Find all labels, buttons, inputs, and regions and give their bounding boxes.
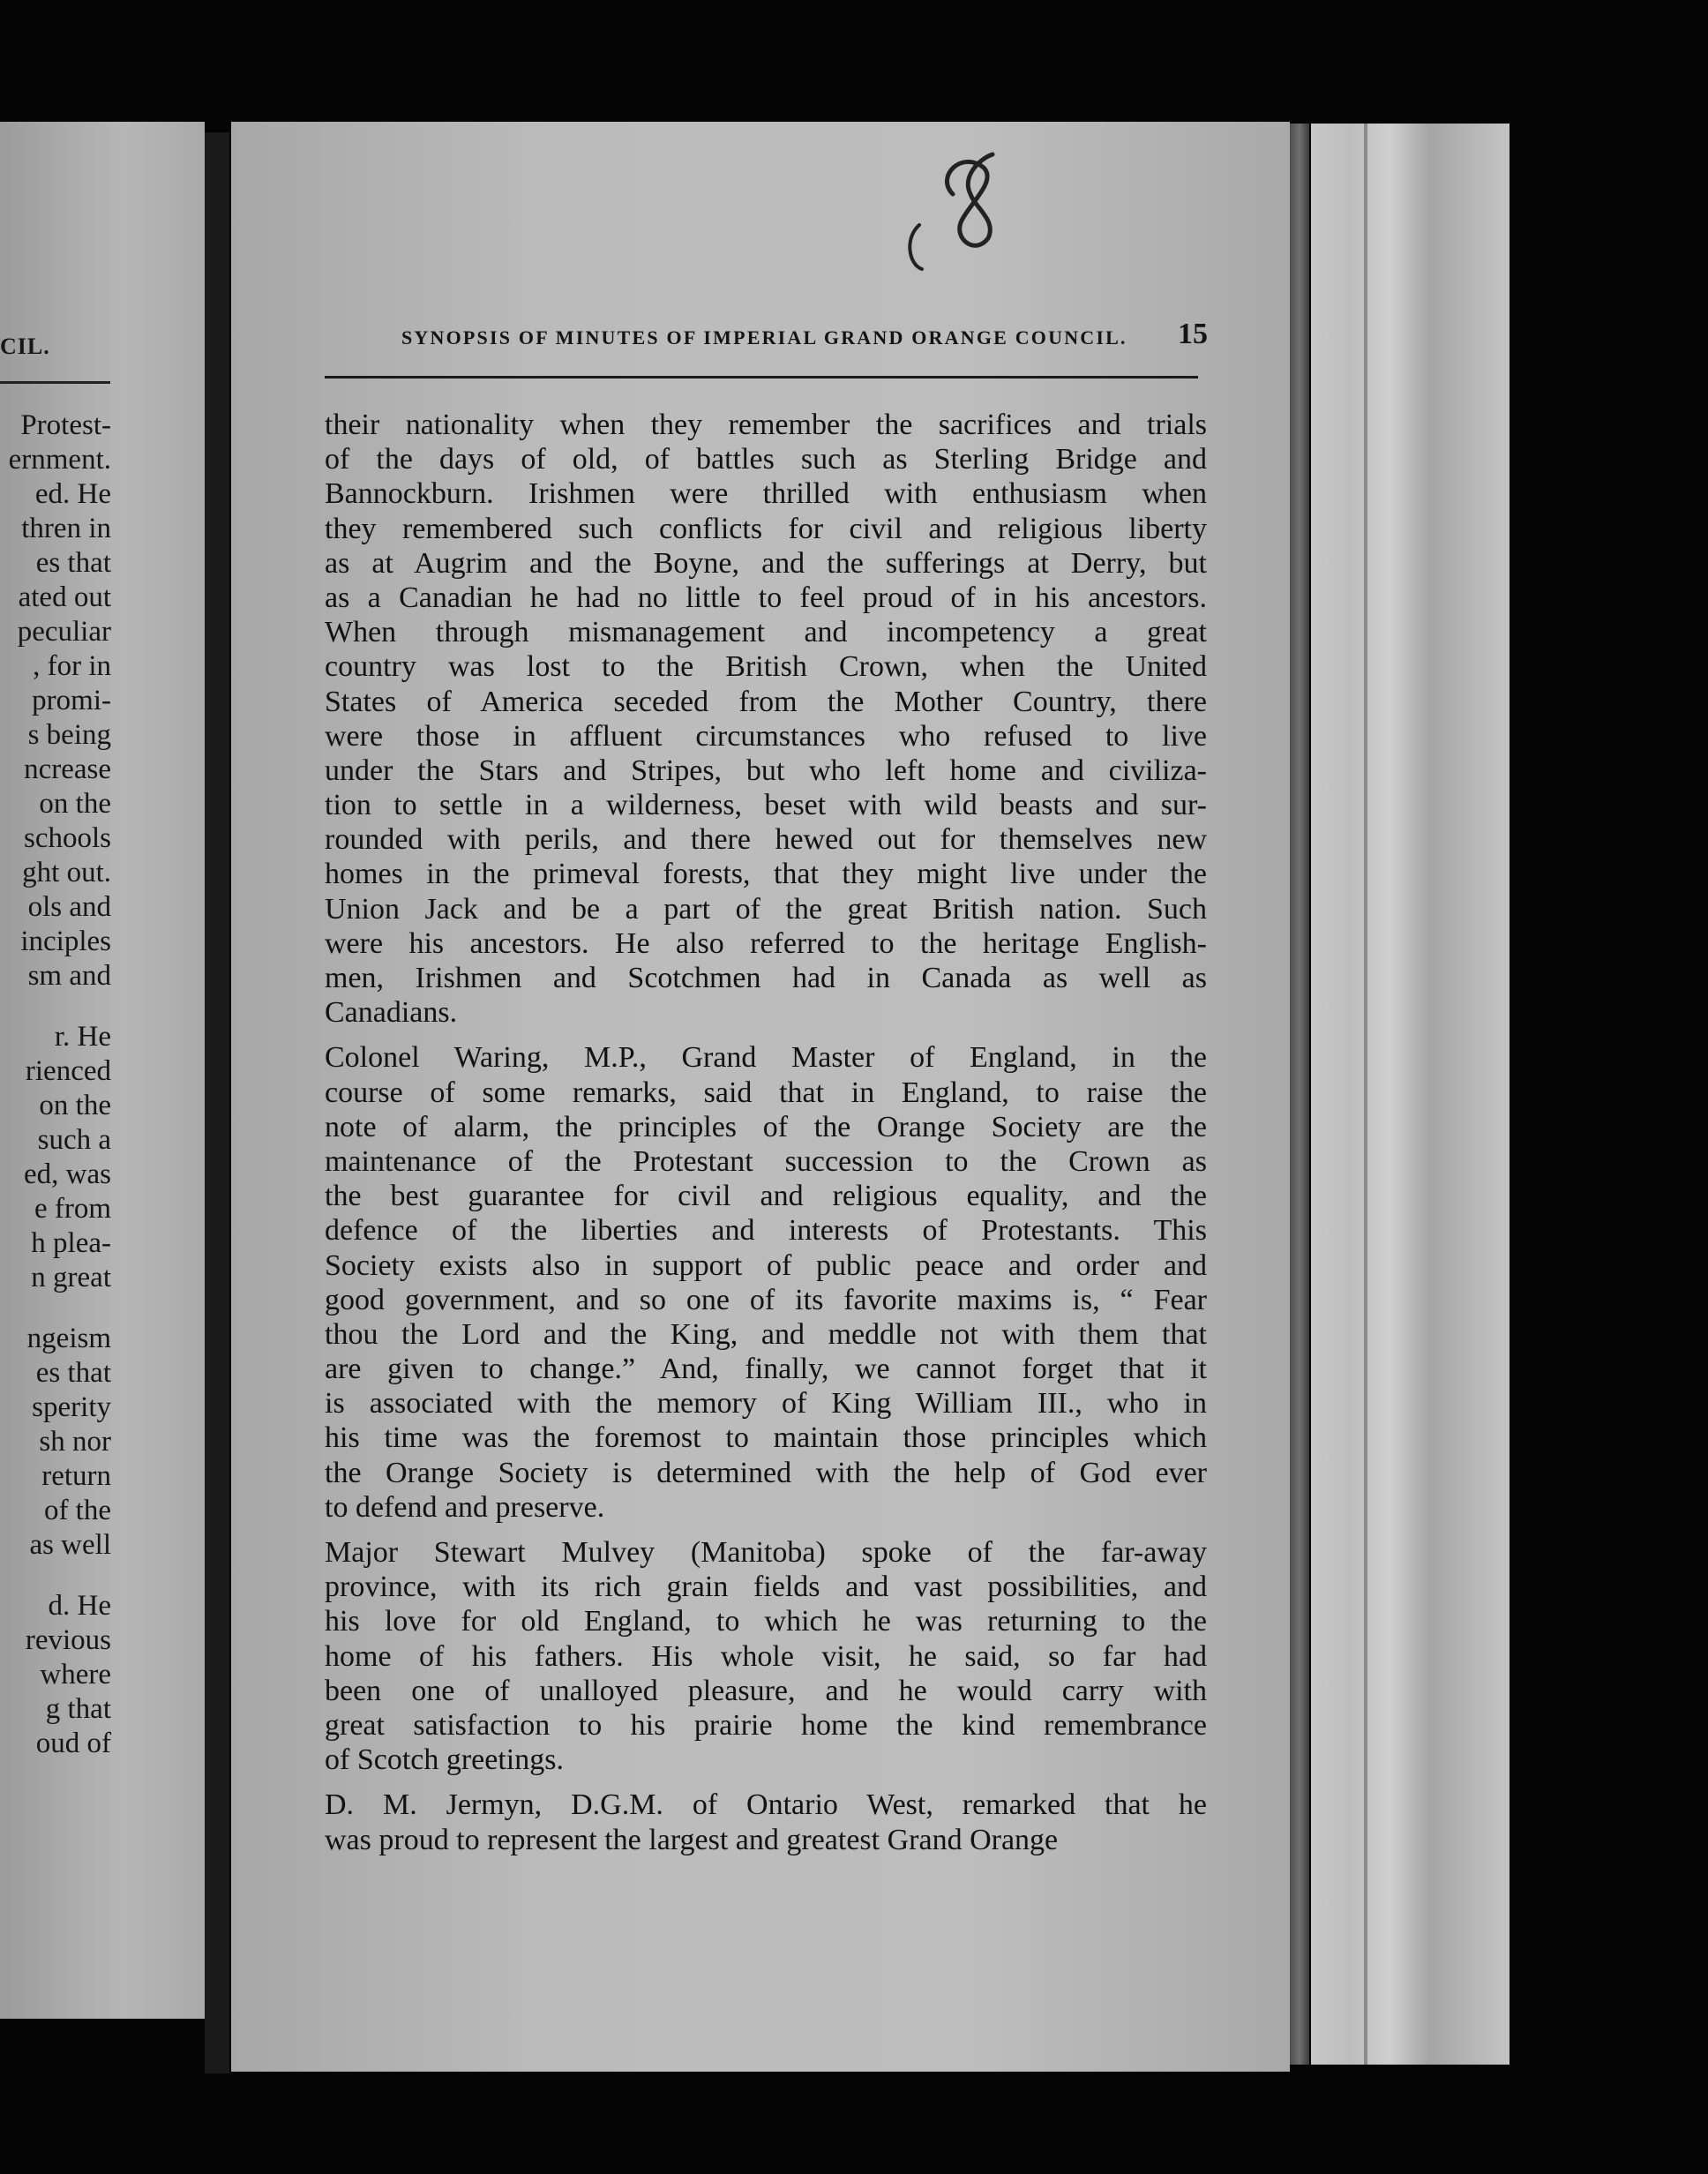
paragraph-1-line: rounded with perils, and there hewed out for themselves new	[325, 823, 1207, 857]
paragraph-2-line: defence of the liberties and interests of Protestants. This	[325, 1214, 1207, 1248]
left-text-line: as well	[29, 1529, 111, 1561]
paragraph-1-line: country was lost to the British Crown, when the United	[325, 650, 1207, 684]
left-text-line: n great	[31, 1262, 111, 1293]
paragraph-gap	[325, 1030, 1207, 1040]
left-text-line: sh nor	[39, 1426, 111, 1458]
paragraph-2-line: maintenance of the Protestant succession to the Crown as	[325, 1144, 1207, 1178]
paragraph-3-line: been one of unalloyed pleasure, and he would carry with	[325, 1674, 1207, 1707]
paragraph-1-line: When through mismanagement and incompetency a great	[325, 616, 1207, 649]
left-page-text-column	[0, 409, 111, 1761]
paragraph-1-line: were his ancestors. He also referred to the heritage English-	[325, 926, 1207, 960]
left-text-line: ols and	[27, 891, 111, 923]
left-text-line: sm and	[27, 960, 111, 992]
left-text-line: revious	[25, 1624, 111, 1656]
left-text-line: sperity	[32, 1391, 111, 1423]
paragraph-1-line: of the days of old, of battles such as Sterling Bridge and	[325, 443, 1207, 476]
left-text-line: promi-	[32, 685, 111, 716]
paragraph-3-line: home of his fathers. His whole visit, he said, so far had	[325, 1639, 1207, 1673]
left-text-line: ed, was	[24, 1158, 111, 1190]
left-text-line: es that	[35, 1357, 111, 1389]
paragraph-2-line: to defend and preserve.	[325, 1490, 605, 1524]
left-text-line: s being	[27, 719, 111, 751]
paragraph-2-line: course of some remarks, said that in England, to raise the	[325, 1076, 1207, 1109]
paragraph-4-line: was proud to represent the largest and greatest Grand Orange	[325, 1823, 1059, 1856]
paragraph-2-line: note of alarm, the principles of the Orange Society are the	[325, 1110, 1207, 1143]
left-text-line: h plea-	[31, 1227, 111, 1259]
left-page	[0, 122, 205, 2019]
paragraph-1-line: homes in the primeval forests, that they might live under the	[325, 858, 1207, 891]
paragraph-3-line: great satisfaction to his prairie home the kind remembrance	[325, 1708, 1207, 1742]
left-text-line: where	[40, 1659, 111, 1690]
left-text-line: such a	[37, 1124, 111, 1156]
left-text-line: schools	[24, 822, 111, 854]
paragraph-1-line: men, Irishmen and Scotchmen had in Canada as well as	[325, 962, 1207, 994]
paragraph-1-line: as at Augrim and the Boyne, and the sufferings at Derry, but	[325, 546, 1207, 580]
paragraph-1-line: as a Canadian he had no little to feel proud of in his ancestors.	[325, 581, 1207, 614]
paragraph-3-line: his love for old England, to which he was returning to the	[325, 1605, 1207, 1638]
paragraph-1-line: under the Stars and Stripes, but who left home and civiliza-	[325, 753, 1207, 787]
left-text-line: on the	[39, 1090, 111, 1121]
right-page-leaves	[1311, 124, 1509, 2065]
paragraph-1-line: States of America seceded from the Mother Country, there	[325, 685, 1207, 718]
left-text-line: of the	[43, 1495, 111, 1526]
page-edge	[1290, 124, 1309, 2065]
left-text-line: return	[41, 1460, 111, 1492]
running-head: SYNOPSIS OF MINUTES OF IMPERIAL GRAND ORANGE COUNCIL.	[401, 326, 1127, 349]
paragraph-1-line: they remembered such conflicts for civil and religious liberty	[325, 512, 1207, 545]
left-paragraph-gap	[0, 1295, 111, 1322]
paragraph-2-line: Society exists also in support of public peace and order and	[325, 1248, 1207, 1282]
paragraph-1-line: tion to settle in a wilderness, beset with wild beasts and sur-	[325, 789, 1207, 822]
left-text-line: Protest-	[20, 409, 111, 441]
left-text-line: ngeism	[26, 1323, 111, 1354]
left-paragraph-gap	[0, 1563, 111, 1589]
paragraph-3-line: Major Stewart Mulvey (Manitoba) spoke of the far-away	[325, 1536, 1207, 1569]
left-text-line: es that	[35, 547, 111, 579]
paragraph-1-line: Bannockburn. Irishmen were thrilled with enthusiasm when	[325, 477, 1207, 511]
paragraph-2-line: Colonel Waring, M.P., Grand Master of England, in the	[325, 1041, 1207, 1075]
paragraph-1-line: Union Jack and be a part of the great British nation. Such	[325, 892, 1207, 926]
paragraph-2-line: are given to change.” And, finally, we cannot forget that it	[325, 1353, 1207, 1386]
book-gutter	[205, 132, 229, 2073]
paragraph-2-line: thou the Lord and the King, and meddle not with them that	[325, 1317, 1207, 1351]
left-paragraph-gap	[0, 993, 111, 1020]
left-head-rule	[0, 381, 110, 384]
paragraph-2-line: the best guarantee for civil and religious equality, and the	[325, 1180, 1207, 1213]
left-text-line: e from	[34, 1193, 111, 1225]
paragraph-2-line: is associated with the memory of King William III., who in	[325, 1387, 1207, 1421]
paragraph-3-line: province, with its rich grain fields and vast possibilities, and	[325, 1571, 1207, 1604]
left-text-line: thren in	[21, 513, 111, 544]
paragraph-2-line: his time was the foremost to maintain those principles which	[325, 1421, 1207, 1455]
left-running-head-fragment: CIL.	[0, 334, 50, 359]
left-text-line: on the	[39, 788, 111, 820]
paragraph-1-line: Canadians.	[325, 996, 458, 1030]
left-text-line: rienced	[25, 1055, 111, 1087]
page-number: 15	[1178, 318, 1208, 350]
left-text-line: g that	[45, 1693, 111, 1725]
paragraph-2-line: the Orange Society is determined with the help of God ever	[325, 1456, 1207, 1489]
left-text-line: , for in	[33, 650, 111, 682]
left-text-line: ernment.	[8, 444, 111, 476]
paragraph-1-line: their nationality when they remember the sacrifices and trials	[325, 409, 1207, 441]
body-text	[325, 408, 1207, 1857]
left-text-line: d. He	[48, 1590, 111, 1622]
left-text-line: peculiar	[17, 616, 111, 648]
left-text-line: r. He	[54, 1021, 111, 1053]
left-text-line: oud of	[35, 1728, 111, 1759]
paragraph-gap	[325, 1777, 1207, 1788]
left-text-line: ncrease	[24, 753, 111, 785]
left-text-line: ed. He	[34, 478, 111, 510]
running-head-rule	[325, 376, 1198, 379]
left-text-line: inciples	[20, 926, 111, 957]
paragraph-gap	[325, 1525, 1207, 1535]
paragraph-1-line: were those in affluent circumstances who refused to live	[325, 719, 1207, 753]
paragraph-4-line: D. M. Jermyn, D.G.M. of Ontario West, remarked that he	[325, 1788, 1207, 1822]
paragraph-3-line: of Scotch greetings.	[325, 1743, 564, 1777]
left-text-line: ated out	[18, 581, 111, 613]
left-text-line: ght out.	[22, 857, 111, 888]
handwritten-page-mark	[900, 141, 1032, 274]
paragraph-2-line: good government, and so one of its favorite maxims is, “ Fear	[325, 1283, 1207, 1316]
